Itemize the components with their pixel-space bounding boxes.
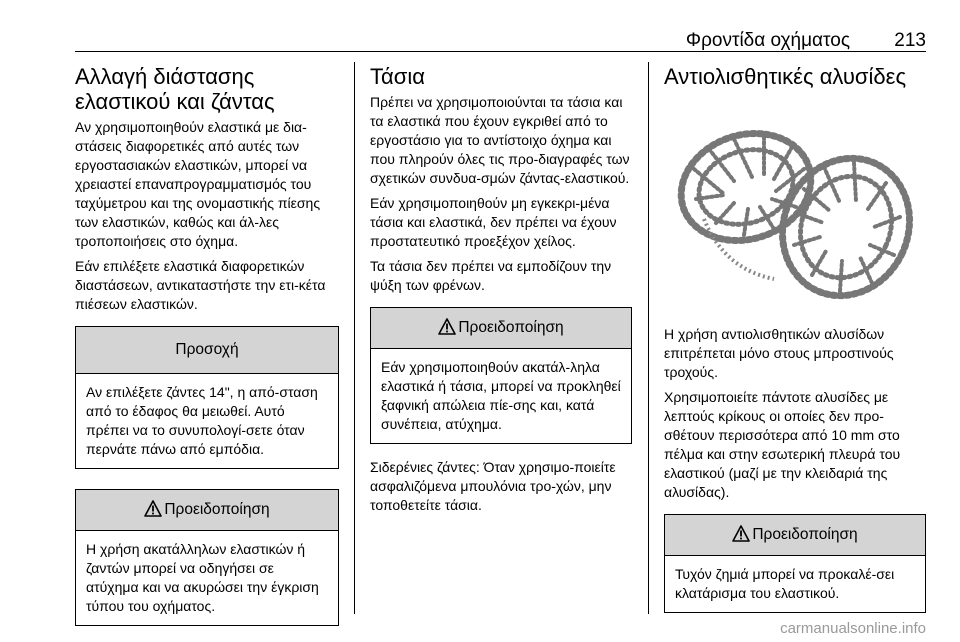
warning-header — [371, 308, 631, 349]
warning-box — [664, 514, 926, 613]
caution-title: Προσοχή — [76, 327, 338, 374]
watermark: carmanualsonline.info — [780, 620, 926, 637]
heading-line-2: ελαστικού και ζάντας — [75, 89, 275, 114]
paragraph: Αν χρησιμοποιηθούν ελαστικά με δια-στάσεις διαφορετικές από αυτές των εργοστασιακών ελαστικών, μπορεί να χρειαστεί επαναπρογραμματισμός του ταχύμετρου και της ονομαστικής πίεσης των ελαστικών, καθώς και άλ-λες τροποποιήσεις στο όχημα. — [75, 119, 321, 249]
paragraph: Τα τάσια δεν πρέπει να εμποδίζουν την ψύξη των φρένων. — [370, 258, 612, 293]
warning-triangle-icon — [732, 525, 750, 542]
caution-text: Αν επιλέξετε ζάντες 14", η από-σταση από το έδαφος θα μειωθεί. Αυτό πρέπει να το συνυπολογί-σετε όταν περνάτε πάνω από εμπόδια. — [86, 384, 318, 457]
warning-triangle-icon — [144, 500, 162, 517]
paragraph: Εάν χρησιμοποιηθούν μη εγκεκρι-μένα τάσια και ελαστικά, δεν πρέπει να έχουν προστατευτικό προεξέχον χείλος. — [370, 195, 617, 249]
warning-text: Τυχόν ζημιά μπορεί να προκαλέ-σει κλατάρισμα του ελαστικού. — [675, 566, 895, 601]
paragraph: Πρέπει να χρησιμοποιούνται τα τάσια και τα ελαστικά που έχουν εγκριθεί από το εργοστάσιο για το αντίστοιχο όχημα και που πληρούν όλες τις προ-διαγραφές των σχετικών συνδυα-σμών ζάντας-ελαστικού. — [370, 94, 630, 186]
column-1 — [75, 64, 339, 626]
warning-box — [370, 307, 632, 444]
warning-title: Προειδοποίηση — [458, 319, 564, 336]
warning-title: Προειδοποίηση — [164, 501, 270, 518]
paragraph: Σιδερένιες ζάντες: Όταν χρησιμο-ποιείτε ασφαλιζόμενα μπουλόνια τρο-χών, μην τοποθετείτε τάσια. — [370, 459, 616, 513]
column-divider-2 — [648, 62, 649, 614]
paragraph: Χρησιμοποιείτε πάντοτε αλυσίδες με λεπτούς κρίκους οι οποίες δεν προ-σθέτουν περισσότερα από 10 mm στο πέλμα και στην εσωτερική πλευρά του ελαστικού (μαζί με την κλειδαριά της αλυσίδας). — [664, 389, 901, 500]
caution-box — [75, 326, 339, 469]
paragraph: Η χρήση αντιολισθητικών αλυσίδων επιτρέπεται μόνο στους μπροστινούς τροχούς. — [664, 326, 894, 380]
section-heading-tire-size — [75, 64, 339, 114]
section-heading-wheel-covers: Τάσια — [370, 64, 425, 89]
snow-chains-illustration — [664, 99, 926, 313]
warning-box — [75, 489, 339, 626]
heading-line-1: Αλλαγή διάστασης — [75, 64, 255, 89]
snow-chains-figure — [664, 99, 926, 313]
warning-title: Προειδοποίηση — [752, 526, 858, 543]
paragraph: Εάν επιλέξετε ελαστικά διαφορετικών διαστάσεων, αντικαταστήστε την ετι-κέτα πιέσεων ελαστικών. — [75, 258, 326, 312]
warning-header — [76, 490, 338, 531]
warning-triangle-icon — [438, 318, 456, 335]
chain-tail — [704, 219, 774, 279]
column-2 — [370, 64, 632, 521]
page-number: 213 — [894, 30, 926, 51]
column-divider-1 — [354, 62, 355, 614]
header-divider — [75, 51, 926, 52]
warning-text: Εάν χρησιμοποιηθούν ακατάλ-ληλα ελαστικά ή τάσια, μπορεί να προκληθεί ξαφνική απώλεια πίε-σης και, κατά συνέπεια, ατύχημα. — [381, 359, 621, 432]
running-header-title: Φροντίδα οχήματος — [685, 30, 850, 51]
section-heading-snow-chains: Αντιολισθητικές αλυσίδες — [664, 64, 907, 89]
column-3 — [664, 64, 926, 613]
warning-header — [665, 515, 925, 556]
warning-text: Η χρήση ακατάλληλων ελαστικών ή ζαντών μπορεί να οδηγήσει σε ατύχημα και να ακυρώσει την έγκριση τύπου του οχήματος. — [86, 541, 319, 614]
